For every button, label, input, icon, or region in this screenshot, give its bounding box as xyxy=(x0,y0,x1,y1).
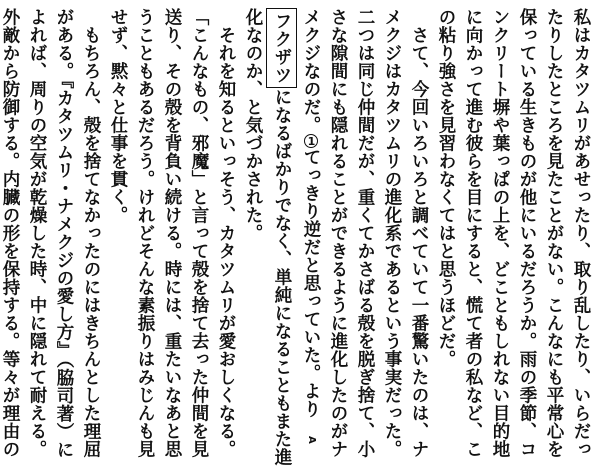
text-run: さて、今回いろいろと調べていて一番驚いたのは、ナメクジはカタツムリの進化系であるという事実だった。二つは同じ仲間だが、重くてかさばる殻を脱ぎ捨て、小さな隙間にも隠れることができるように進化したのがナメクジなのだ。 xyxy=(301,8,429,458)
paragraph xyxy=(0,8,104,467)
question-label: A xyxy=(306,435,317,444)
text-run: それを知るといっそう、カタツムリが愛おしくなる。「こんなもの、邪魔」と言って殻を捨て去った仲間を見送り、その殻を背負い続ける。時には、重たいなあと思うこともあるだろう。けれどそんな素振りはみじんも見せず、黙々と仕事を貫く。 xyxy=(108,8,236,458)
text-run: もちろん、殻を捨てなかったのにはきちんとした理屈がある。『カタツムリ・ナメクジの愛し方』（脇司著）によれば、周りの空気が乾燥した時、中に隠れて耐える。外敵から防御する。内臓の形を保持する。等々が理由の xyxy=(0,8,101,459)
text-run: 私はカタツムリがあせったり、取り乱したり、いらだったりしたところを見たことがない。こんなにも平常心を保っている生きものが他にいるだろうか。雨の季節、コンクリート塀や葉っぱの上を、どこともしれない目的地に向かって進む彼らを目にすると、慌て者の私など、この粘り強さを見習わなくてはと思うほどだ。 xyxy=(436,8,591,458)
text-run: てっきり逆だと思っていた。より xyxy=(301,148,321,418)
paragraph xyxy=(104,8,239,467)
underlined-term-box: フクザツ xyxy=(266,8,297,88)
text-run: になるばかりでなく、単純になることもまた進化なのか、と気づかされた。 xyxy=(243,8,292,466)
paragraph xyxy=(239,8,432,467)
circled-number-marker: 1 xyxy=(304,134,318,148)
paragraph xyxy=(432,8,594,467)
